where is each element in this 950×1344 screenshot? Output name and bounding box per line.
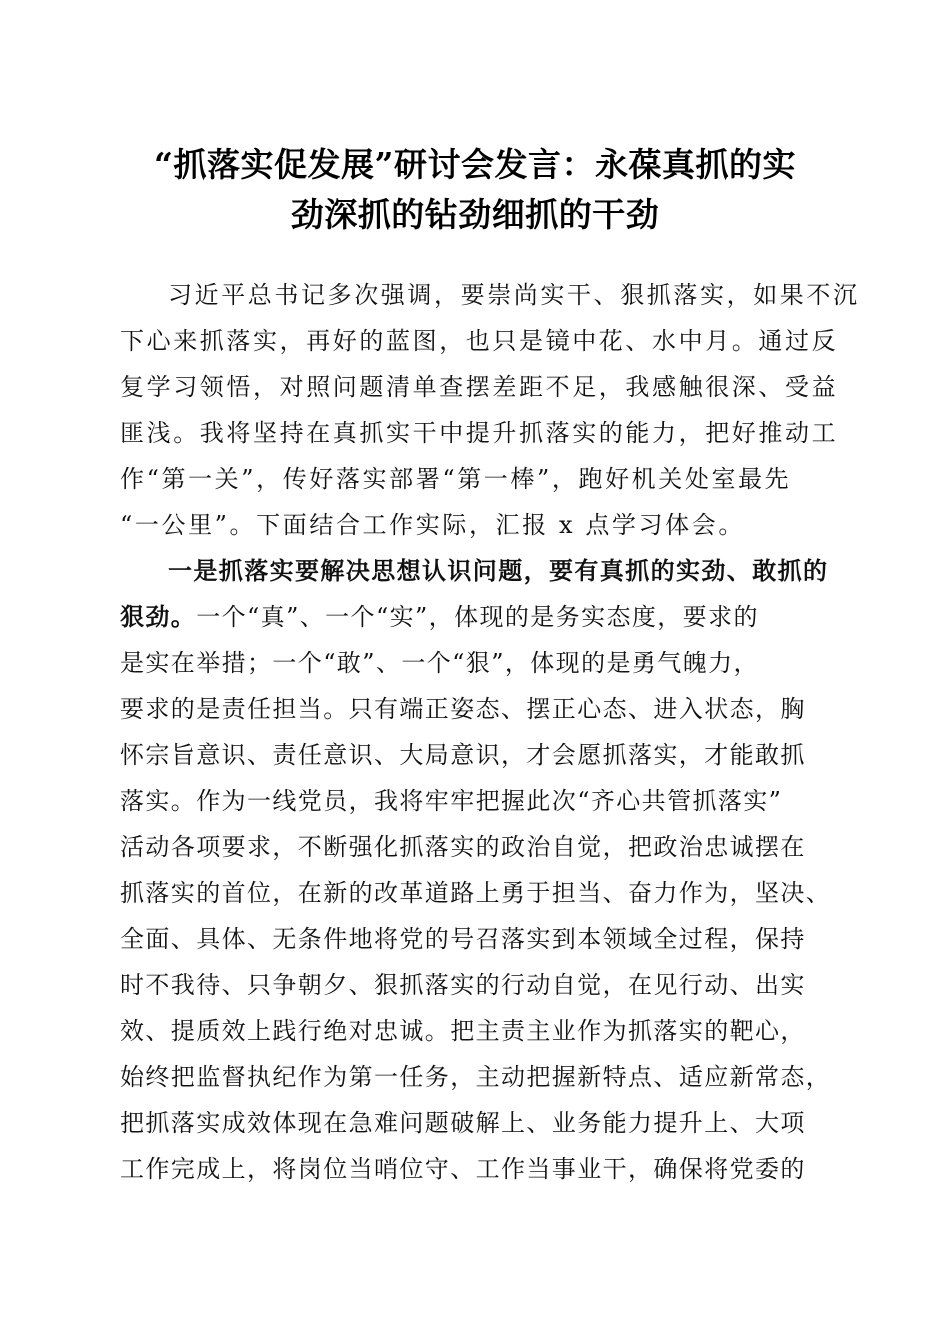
- paragraph-line: 作“第一关”，传好落实部署“第一棒”，跑好机关处室最先: [120, 465, 792, 493]
- paragraph-intro: [120, 272, 860, 548]
- paragraph-line: 全面、具体、无条件地将党的号召落实到本领域全过程，保持: [120, 925, 806, 953]
- paragraph-line: 始终把监督执纪作为第一任务，主动把握新特点、适应新常态，: [120, 1063, 832, 1091]
- paragraph-line: 把抓落实成效体现在急难问题破解上、业务能力提升上、大项: [120, 1109, 806, 1137]
- section-heading-tail: 狠劲。: [120, 602, 197, 631]
- paragraph-line: [120, 594, 840, 640]
- paragraph-line: 要求的是责任担当。只有端正姿态、摆正心态、进入状态，胸: [120, 695, 806, 723]
- paragraph-line-rest: 一个“真”、一个“实”，体现的是务实态度，要求的: [196, 603, 759, 631]
- paragraph-line: 落实。作为一线党员，我将牢牢把握此次“齐心共管抓落实”: [120, 787, 783, 815]
- document-body: [120, 272, 860, 1192]
- title-line: “抓落实促发展”研讨会发言：永葆真抓的实: [154, 145, 796, 184]
- paragraph-line: 怀宗旨意识、责任意识、大局意识，才会愿抓落实，才能敢抓: [120, 741, 806, 769]
- title-line: 劲深抓的钻劲细抓的干劲: [290, 195, 660, 234]
- paragraph-point-one: [120, 548, 840, 1192]
- paragraph-line: 活动各项要求，不断强化抓落实的政治自觉，把政治忠诚摆在: [120, 833, 806, 861]
- paragraph-line: “一公里”。下面结合工作实际，汇报 x 点学习体会。: [120, 511, 745, 539]
- paragraph-line: 下心来抓落实，再好的蓝图，也只是镜中花、水中月。通过反: [120, 327, 839, 355]
- paragraph-line: 工作完成上，将岗位当哨位守、工作当事业干，确保将党委的: [120, 1155, 806, 1183]
- paragraph-line: 匪浅。我将坚持在真抓实干中提升抓落实的能力，把好推动工: [120, 419, 839, 447]
- page-title: [100, 140, 850, 240]
- paragraph-line: 复学习领悟，对照问题清单查摆差距不足，我感触很深、受益: [120, 373, 839, 401]
- paragraph-line: 习近平总书记多次强调，要崇尚实干、狠抓落实，如果不沉: [168, 281, 860, 309]
- paragraph-line: 时不我待、只争朝夕、狠抓落实的行动自觉，在见行动、出实: [120, 971, 806, 999]
- section-heading: 一是抓落实要解决思想认识问题，要有真抓的实劲、敢抓的: [168, 556, 829, 585]
- paragraph-line: 效、提质效上践行绝对忠诚。把主责主业作为抓落实的靶心，: [120, 1017, 806, 1045]
- paragraph-line: 是实在举措；一个“敢”、一个“狠”，体现的是勇气魄力，: [120, 649, 759, 677]
- paragraph-line: 抓落实的首位，在新的改革道路上勇于担当、奋力作为，坚决、: [120, 879, 832, 907]
